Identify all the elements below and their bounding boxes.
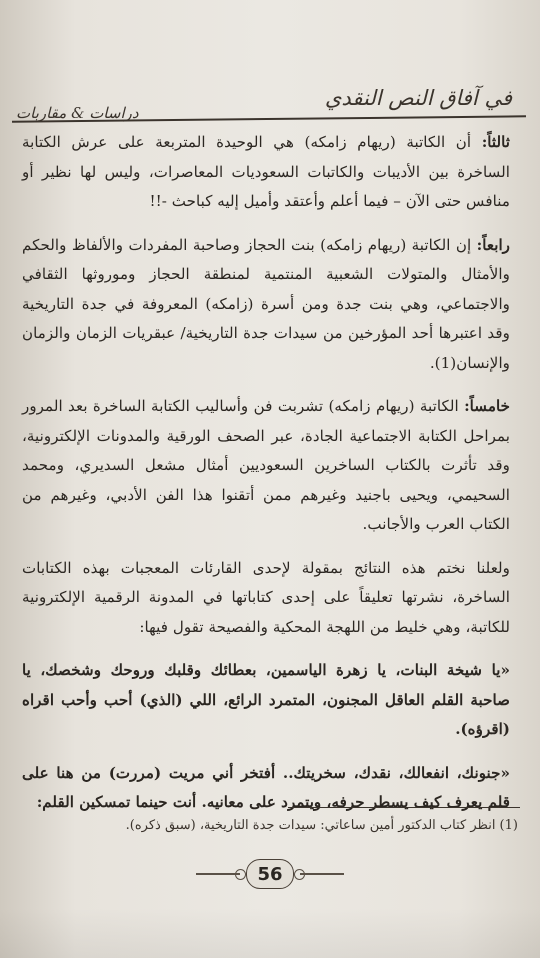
book-title: في آفاق النص النقدي <box>324 86 512 110</box>
paragraph-text: ولعلنا نختم هذه النتائج بمقولة لإحدى القارئات المعجبات بهذه الكتابات الساخرة، نشرتها تعليقاً على إحدى كتاباتها في المدونة الرقمية الإلكترونية للكاتبة، وهي خليط من اللهجة المحكية والفصيحة تقول فيها: <box>22 558 510 636</box>
book-subtitle: دراسات & مقاربات <box>16 104 139 122</box>
paragraph-lead: خامساً: <box>464 397 510 415</box>
footnote: (1) انظر كتاب الدكتور أمين ساعاتي: سيدات جدة التاريخية، (سبق ذكره). <box>125 818 518 833</box>
paragraph-text: إن الكاتبة (ريهام زامكه) بنت الحجاز وصاحبة المفردات والألفاظ والحكم والأمثال والمتولات الشعبية المنتمية لمنطقة الحجاز وموروثها الثقافي والاجتماعي، وهي بنت جدة ومن أسرة (زامكه) المعروفة في جدة التاريخية وقد اعتبرها أحد المؤرخين من سيدات جدة التاريخية/ عبقريات الزمان والزمان والإنسان(1). <box>22 235 510 372</box>
reader-quote-1: «يا شيخة البنات، يا زهرة الياسمين، بعطائك وقلبك وروحك وشخصك، يا صاحبة القلم العاقل المجنون، المتمرد الرائع، اللي (الذي) أحب وأحب اقراه (اقرؤه). <box>22 661 510 738</box>
paragraph-third <box>22 128 510 217</box>
paragraph-text: أن الكاتبة (ريهام زامكه) هي الوحيدة المتربعة على عرش الكتابة الساخرة بين الأديبات والكاتبات السعوديات المعاصرات، وليس لها نظير أو منافس حتى الآن – فيما أعلم وأعتقد وأميل إليه كباحث -!! <box>22 133 510 210</box>
paragraph-conclusion <box>22 554 510 643</box>
page-shadow <box>0 908 540 958</box>
page-body <box>22 128 510 832</box>
paragraph-fourth <box>22 231 510 379</box>
paragraph-lead: ثالثاً: <box>481 133 510 151</box>
footnote-rule <box>288 807 520 808</box>
ornament-left-icon <box>196 873 240 875</box>
paragraph-fifth <box>22 392 510 540</box>
page-number: 56 <box>246 859 294 889</box>
paragraph-text: الكاتبة (ريهام زامكه) تشربت فن وأساليب الكتابة الساخرة بعد المرور بمراحل الكتابة الاجتماعية الجادة، عبر الصحف الورقية والمدونات الإلكترونية، وقد تأثرت بالكتاب الساخرين السعوديين أمثال مشعل السديري، ومحمد السحيمي، ويحيى باجنيد وغيرهم ممن أتقنوا هذا الفن الأدبي، وغيرهم من الكتاب العرب والأجانب. <box>22 397 510 533</box>
paragraph-lead: رابعاً: <box>476 235 510 254</box>
reader-quote-2: «جنونك، انفعالك، نقدك، سخريتك.. أفتخر أني مريت (مررت) من هنا على قلم يعرف كيف يسطر حرفه، ويتمرد على معانيه. أنت حينما تمسكين القلم: <box>22 763 510 811</box>
ornament-right-icon <box>300 873 344 875</box>
page-number-ornament <box>0 856 540 892</box>
